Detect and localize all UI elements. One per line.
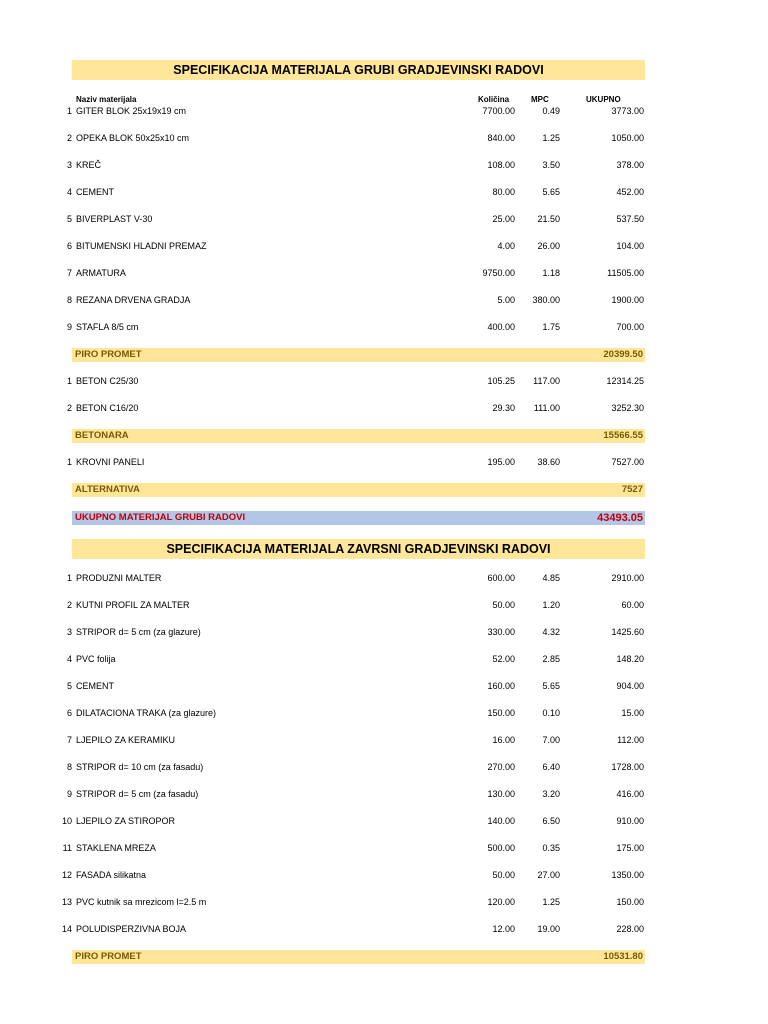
quantity: 330.00 (487, 627, 515, 637)
grand-total (72, 511, 645, 525)
row-number: 8 (66, 295, 72, 305)
quantity: 29.30 (492, 403, 515, 413)
material-name: ARMATURA (76, 268, 126, 278)
unit-price: 6.40 (542, 762, 560, 772)
table-row (0, 105, 768, 117)
row-number: 2 (66, 403, 72, 413)
material-name: STAFLA 8/5 cm (76, 322, 139, 332)
material-name: REZANA DRVENA GRADJA (76, 295, 191, 305)
table-row (0, 456, 768, 468)
row-number: 4 (66, 654, 72, 664)
row-total: 112.00 (617, 735, 644, 745)
row-number: 3 (66, 160, 72, 170)
unit-price: 0.49 (542, 106, 560, 116)
header-name: Naziv materijala (76, 95, 137, 104)
quantity: 9750.00 (482, 268, 515, 278)
quantity: 4.00 (497, 241, 515, 251)
material-name: CEMENT (76, 187, 114, 197)
table-row (0, 599, 768, 611)
row-total: 416.00 (616, 789, 644, 799)
row-number: 6 (66, 241, 72, 251)
unit-price: 3.20 (542, 789, 560, 799)
unit-price: 19.00 (537, 924, 560, 934)
material-name: BETON C16/20 (76, 403, 139, 413)
row-number: 1 (66, 106, 72, 116)
row-total: 910.00 (616, 816, 644, 826)
table-row (0, 869, 768, 881)
quantity: 7700.00 (482, 106, 515, 116)
material-name: FASADA silikatna (76, 870, 147, 880)
table-row (0, 321, 768, 333)
row-number: 5 (66, 681, 72, 691)
section1-title: SPECIFIKACIJA MATERIJALA GRUBI GRADJEVINSKI RADOVI (72, 60, 645, 80)
material-name: PVC folija (76, 654, 116, 664)
quantity: 600.00 (487, 573, 515, 583)
quantity: 16.00 (492, 735, 515, 745)
table-row (0, 896, 768, 908)
quantity: 130.00 (487, 789, 515, 799)
group3-sum: 7527 (621, 484, 643, 495)
quantity: 50.00 (492, 870, 515, 880)
row-number: 6 (66, 708, 72, 718)
row-number: 8 (66, 762, 72, 772)
quantity: 195.00 (487, 457, 515, 467)
row-number: 9 (66, 789, 72, 799)
material-name: LJEPILO ZA KERAMIKU (76, 735, 176, 745)
table-row (0, 572, 768, 584)
unit-price: 3.50 (542, 160, 560, 170)
row-number: 7 (66, 735, 72, 745)
unit-price: 7.00 (542, 735, 560, 745)
material-name: GITER BLOK 25x19x19 cm (76, 106, 187, 116)
material-name: KUTNI PROFIL ZA MALTER (76, 600, 190, 610)
group1-summary (72, 348, 645, 362)
material-name: BITUMENSKI HLADNI PREMAZ (76, 241, 207, 251)
row-total: 1050.00 (611, 133, 644, 143)
group1-label: PIRO PROMET (75, 349, 142, 360)
section2-title: SPECIFIKACIJA MATERIJALA ZAVRSNI GRADJEVINSKI RADOVI (72, 539, 645, 559)
material-name: STRIPOR d= 5 cm (za glazure) (76, 627, 201, 637)
row-number: 5 (66, 214, 72, 224)
row-number: 9 (66, 322, 72, 332)
table-row (0, 734, 768, 746)
material-name: POLUDISPERZIVNA BOJA (76, 924, 187, 934)
section2-sum: 10531.80 (603, 951, 643, 962)
unit-price: 0.10 (542, 708, 560, 718)
table-row (0, 788, 768, 800)
table-row (0, 680, 768, 692)
row-total: 378.00 (616, 160, 644, 170)
row-total: 904.00 (616, 681, 644, 691)
row-total: 2910.00 (611, 573, 644, 583)
unit-price: 1.75 (542, 322, 560, 332)
table-row (0, 842, 768, 854)
quantity: 80.00 (492, 187, 515, 197)
row-total: 537.50 (616, 214, 644, 224)
table-row (0, 626, 768, 638)
quantity: 50.00 (492, 600, 515, 610)
table-row (0, 267, 768, 279)
unit-price: 1.20 (542, 600, 560, 610)
row-total: 150.00 (616, 897, 644, 907)
quantity: 160.00 (487, 681, 515, 691)
table-row (0, 761, 768, 773)
unit-price: 1.25 (542, 133, 560, 143)
grand-total-value: 43493.05 (597, 512, 643, 524)
row-number: 13 (61, 897, 72, 907)
unit-price: 1.18 (542, 268, 560, 278)
material-name: PVC kutnik sa mrezicom l=2.5 m (76, 897, 207, 907)
table-row (0, 186, 768, 198)
table-row (0, 923, 768, 935)
material-name: STRIPOR d= 10 cm (za fasadu) (76, 762, 204, 772)
grand-total-label: UKUPNO MATERIJAL GRUBI RADOVI (75, 512, 246, 523)
unit-price: 4.85 (542, 573, 560, 583)
row-total: 15.00 (621, 708, 644, 718)
group3-label: ALTERNATIVA (75, 484, 140, 495)
row-total: 11505.00 (607, 268, 644, 278)
unit-price: 1.25 (542, 897, 560, 907)
group2-label: BETONARA (75, 430, 129, 441)
group1-sum: 20399.50 (603, 349, 643, 360)
section2-summary (72, 950, 645, 964)
row-total: 148.20 (616, 654, 644, 664)
unit-price: 0.35 (542, 843, 560, 853)
unit-price: 26.00 (537, 241, 560, 251)
material-name: STRIPOR d= 5 cm (za fasadu) (76, 789, 199, 799)
quantity: 120.00 (487, 897, 515, 907)
unit-price: 2.85 (542, 654, 560, 664)
row-number: 10 (61, 816, 72, 826)
table-row (0, 159, 768, 171)
table-row (0, 213, 768, 225)
row-total: 1728.00 (611, 762, 644, 772)
unit-price: 6.50 (542, 816, 560, 826)
row-total: 1425.60 (611, 627, 644, 637)
table-row (0, 815, 768, 827)
row-number: 1 (66, 376, 72, 386)
material-name: KROVNI PANELI (76, 457, 145, 467)
unit-price: 5.65 (542, 187, 560, 197)
table-row (0, 653, 768, 665)
row-total: 3773.00 (611, 106, 644, 116)
quantity: 5.00 (497, 295, 515, 305)
group2-summary (72, 429, 645, 443)
table-row (0, 402, 768, 414)
unit-price: 117.00 (533, 376, 560, 386)
material-name: BIVERPLAST V-30 (76, 214, 153, 224)
row-total: 1900.00 (611, 295, 644, 305)
row-total: 175.00 (616, 843, 644, 853)
row-number: 11 (62, 843, 72, 853)
row-total: 1350.00 (611, 870, 644, 880)
table-row (0, 707, 768, 719)
row-total: 228.00 (616, 924, 644, 934)
section2-label: PIRO PROMET (75, 951, 142, 962)
material-name: BETON C25/30 (76, 376, 139, 386)
table-row (0, 240, 768, 252)
quantity: 105.25 (487, 376, 515, 386)
row-total: 7527.00 (611, 457, 644, 467)
quantity: 150.00 (487, 708, 515, 718)
table-row (0, 375, 768, 387)
material-name: CEMENT (76, 681, 114, 691)
unit-price: 5.65 (542, 681, 560, 691)
material-name: LJEPILO ZA STIROPOR (76, 816, 176, 826)
material-name: PRODUZNI MALTER (76, 573, 162, 583)
row-total: 104.00 (616, 241, 644, 251)
table-row (0, 132, 768, 144)
row-total: 60.00 (621, 600, 644, 610)
header-total: UKUPNO (586, 95, 621, 104)
group2-sum: 15566.55 (603, 430, 643, 441)
row-total: 452.00 (616, 187, 644, 197)
row-number: 4 (66, 187, 72, 197)
group3-summary (72, 483, 645, 497)
quantity: 270.00 (487, 762, 515, 772)
quantity: 400.00 (487, 322, 515, 332)
header-mpc: MPC (531, 95, 549, 104)
table-row (0, 294, 768, 306)
row-total: 12314.25 (606, 376, 644, 386)
material-name: STAKLENA MREZA (76, 843, 156, 853)
row-number: 3 (66, 627, 72, 637)
row-number: 12 (61, 870, 72, 880)
unit-price: 27.00 (537, 870, 560, 880)
quantity: 500.00 (487, 843, 515, 853)
quantity: 52.00 (492, 654, 515, 664)
row-number: 14 (61, 924, 72, 934)
unit-price: 38.60 (537, 457, 560, 467)
material-name: KREČ (76, 160, 102, 170)
unit-price: 380.00 (532, 295, 560, 305)
row-total: 700.00 (616, 322, 644, 332)
quantity: 108.00 (487, 160, 515, 170)
quantity: 840.00 (487, 133, 515, 143)
row-number: 1 (66, 457, 72, 467)
unit-price: 4.32 (542, 627, 560, 637)
unit-price: 111.00 (533, 403, 560, 413)
quantity: 25.00 (492, 214, 515, 224)
material-name: DILATACIONA TRAKA (za glazure) (76, 708, 217, 718)
row-total: 3252.30 (611, 403, 644, 413)
unit-price: 21.50 (537, 214, 560, 224)
row-number: 2 (66, 133, 72, 143)
quantity: 12.00 (492, 924, 515, 934)
quantity: 140.00 (487, 816, 515, 826)
header-qty: Količina (478, 95, 510, 104)
material-name: OPEKA BLOK 50x25x10 cm (76, 133, 190, 143)
row-number: 1 (66, 573, 72, 583)
row-number: 7 (66, 268, 72, 278)
row-number: 2 (66, 600, 72, 610)
